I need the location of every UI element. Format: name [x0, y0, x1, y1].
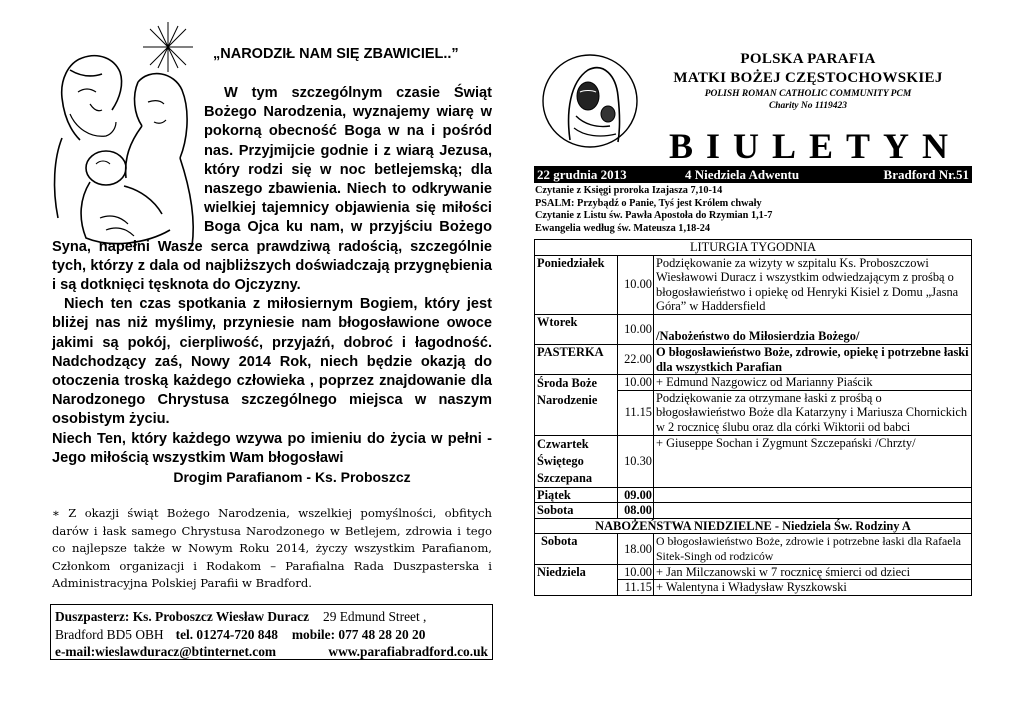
bulletin-date: 22 grudnia 2013: [537, 166, 627, 182]
liturgy-header: LITURGIA TYGODNIA: [535, 240, 972, 256]
parish-dedication: MATKI BOŻEJ CZĘSTOCHOWSKIEJ: [673, 70, 943, 86]
intention-cell: /Nabożeństwo do Miłosierdzia Bożego/: [654, 314, 972, 344]
table-row: [535, 487, 972, 503]
time-cell: 10.00: [618, 375, 654, 391]
date-bar: [534, 166, 972, 183]
bulletin-title: BIULETYN: [668, 126, 962, 166]
intention-cell: O błogosławieństwo Boże, zdrowie, opiekę i potrzebne łaski dla wszystkich Parafian: [654, 344, 972, 374]
intention-cell: Podziękowanie za wizyty w szpitalu Ks. Proboszczowi Wiesławowi Duracz i wszystkim odwiedzającym z prośbą o błogosławieństwo i opiekę od Henryki Kisiel z Domu „Jasna Góra” w Haddersfield: [654, 255, 972, 314]
table-row: [535, 375, 972, 391]
reading-item: Czytanie z Księgi proroka Izajasza 7,10-14: [535, 185, 723, 196]
intention-cell: + Edmund Nazgowicz od Marianny Piaścik: [654, 375, 972, 391]
day-cell: Czwartek Świętego Szczepana: [535, 435, 618, 487]
day-cell: [535, 375, 618, 435]
city-postcode: Bradford BD5 OBH: [55, 626, 164, 642]
time-cell: 18.00: [618, 534, 654, 564]
day-label: Środa Boże Narodzenie: [537, 376, 598, 408]
mobile-phone: mobile: 077 48 28 20 20: [291, 626, 426, 642]
council-wishes: ∗ Z okazji świąt Bożego Narodzenia, wszelkiej pomyślności, obfitych darów i łask samego Chrystusa Narodzonego w Betlejem, zdrowia i tego co najlepsze także w Nowym Roku 2014, życzy wszystkim Parafianom, Członkom organizacji i Rodakom – Parafialna Rada Duszpasterska i Administracyjna Polskiej Parafii w Bradford.: [52, 506, 492, 590]
time-cell: 10.00: [618, 314, 654, 344]
time-cell: 11.15: [618, 390, 654, 435]
parish-english-name: POLISH ROMAN CATHOLIC COMMUNITY PCM: [704, 89, 912, 99]
website-link[interactable]: www.parafiabradford.co.uk: [328, 644, 488, 659]
day-cell: Sobota: [535, 534, 618, 564]
time-cell: 08.00: [618, 503, 654, 519]
signature: Drogim Parafianom - Ks. Proboszcz: [173, 469, 411, 486]
christmas-message: [52, 84, 492, 486]
table-row: [535, 435, 972, 487]
reading-item: Czytanie z Listu św. Pawła Apostoła do Rzymian 1,1-7: [535, 210, 773, 221]
table-row: [535, 314, 972, 344]
parish-name: POLSKA PARAFIA: [740, 51, 876, 67]
madonna-icon: [540, 52, 640, 150]
parish-header: [648, 50, 968, 112]
table-row: [535, 564, 972, 580]
pastor-name: Duszpasterz: Ks. Proboszcz Wiesław Duracz: [55, 609, 310, 624]
street-address: 29 Edmund Street ,: [323, 609, 427, 624]
table-row: [535, 534, 972, 564]
day-cell: Wtorek: [535, 314, 618, 344]
telephone: tel. 01274-720 848: [175, 626, 278, 642]
time-cell: 11.15: [618, 580, 654, 596]
intention-cell: O błogosławieństwo Boże, zdrowie i potrzebne łaski dla Rafaela Sitek-Singh od rodziców: [654, 534, 972, 564]
day-cell: Sobota: [535, 503, 618, 519]
intention-cell: [654, 503, 972, 519]
issue-number: Bradford Nr.51: [883, 166, 969, 182]
readings-list: [535, 185, 975, 235]
liturgical-sunday: 4 Niedziela Adwentu: [685, 166, 800, 182]
reading-item: Ewangelia według św. Mateusza 1,18-24: [535, 222, 711, 234]
intention-cell: + Walentyna i Władysław Ryszkowski: [654, 580, 972, 596]
greeting-heading: „NARODZIŁ NAM SIĘ ZBAWICIEL..”: [213, 46, 459, 62]
time-cell: 10.00: [618, 255, 654, 314]
day-cell: PASTERKA: [535, 344, 618, 374]
charity-number: Charity No 1119423: [768, 101, 848, 111]
intention-cell: + Giuseppe Sochan i Zygmunt Szczepański /Chrzty/: [654, 435, 972, 487]
day-cell: Piątek: [535, 487, 618, 503]
message-paragraph-2: Niech ten czas spotkania z miłosiernym Bogiem, który jest bliżej nas niż myślimy, przyniesie nam błogosławione owoce jakimi są pokój, cierpliwość, przyjaźń, dobroć i łagodność. Nadchodzący zaś, Nowy 2014 Rok, niech będzie okazją do otoczenia troską każdego człowieka , poprzez znajdowanie dla Narodzonego Chrystusa szczególnego miejsca w naszym osobistym życiu.: [52, 296, 492, 428]
contact-box: [50, 604, 493, 660]
table-row: [535, 344, 972, 374]
day-cell: Niedziela: [535, 564, 618, 595]
message-paragraph-1: W tym szczególnym czasie Świąt Bożego Narodzenia, wyznajemy wiarę w pokorną obecność Boga w na i pośród nas. Przyjmijcie godnie i z wiarą Jezusa, który rodzi się w noc betlejemską; dla naszego zbawienia. Niech to odkrywanie wielkiej tajemnicy objawienia się miłości Boga Ojca ku nam, w przyjściu Bożego Syna, napełni Wasze serca prawdziwą radością, szczególnie tych, którzy z dala od najbliższych doświadczają przygnębienia i są dotknięci tęsknota do Ojczyzny.: [52, 85, 492, 294]
intention-cell: + Jan Milczanowski w 7 rocznicę śmierci od dzieci: [654, 564, 972, 580]
table-row: [535, 503, 972, 519]
sunday-services-header: NABOŻEŃSTWA NIEDZIELNE - Niedziela Św. Rodziny A: [535, 518, 972, 534]
message-paragraph-3: Niech Ten, który każdego wzywa po imieniu do życia w pełni - Jego miłością wszystkim Wam błogosławi: [52, 430, 492, 466]
reading-item: PSALM: Przybądź o Panie, Tyś jest Królem chwały: [535, 197, 762, 209]
time-cell: 09.00: [618, 487, 654, 503]
email-link[interactable]: e-mail:wieslawduracz@btinternet.com: [55, 644, 277, 659]
time-cell: 10.00: [618, 564, 654, 580]
time-cell: 10.30: [618, 435, 654, 487]
table-row: [535, 255, 972, 314]
day-cell: Poniedziałek: [535, 255, 618, 314]
time-cell: 22.00: [618, 344, 654, 374]
intention-cell: Podziękowanie za otrzymane łaski z prośbą o błogosławieństwo Boże dla Katarzyny i Mariusza Chornickich w 2 rocznicę ślubu oraz dla córki Wiktorii od babci: [654, 390, 972, 435]
liturgy-table: [534, 239, 972, 596]
intention-cell: [654, 487, 972, 503]
